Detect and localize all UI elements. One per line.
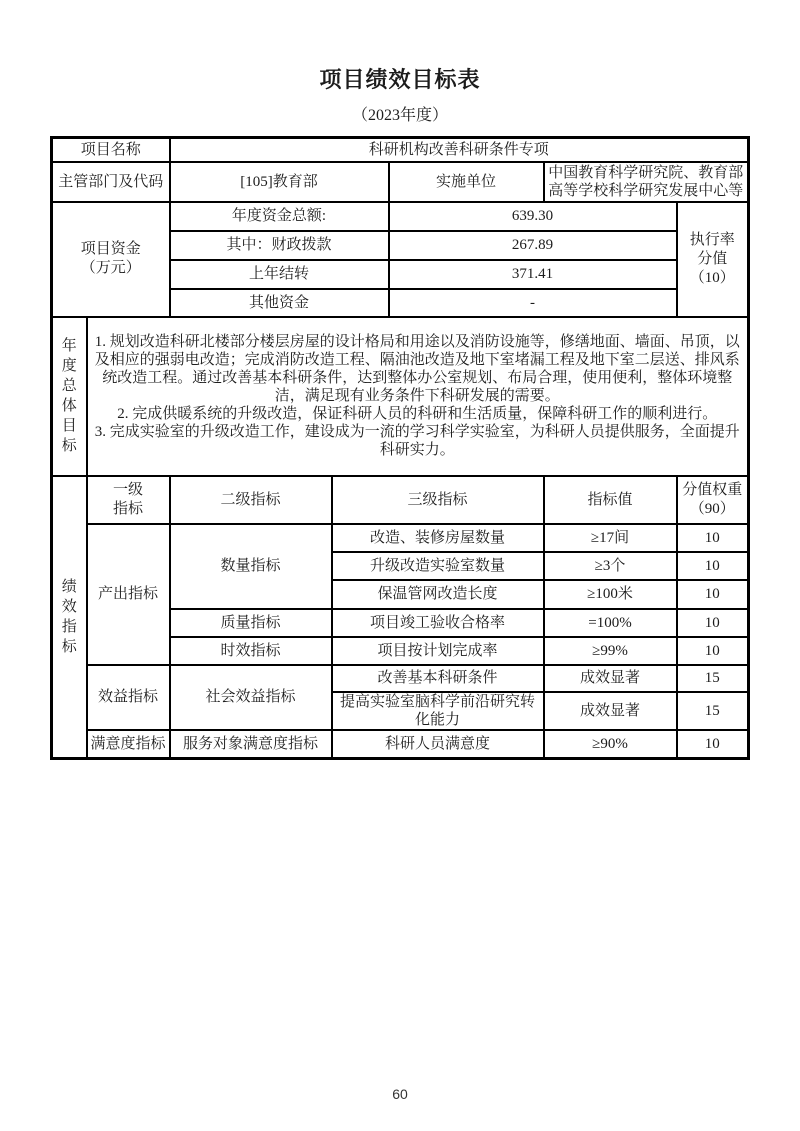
annual-goal-label-cell [52,317,87,476]
level2-cell: 质量指标 [170,609,332,637]
value-header-cell: 指标值 [544,476,677,524]
page-subtitle: （2023年度） [351,107,448,124]
funding-section-label-cell [52,202,170,317]
table-row [52,730,749,759]
annual-goal-text-cell [87,317,749,476]
dept-value-cell: [105]教育部 [170,162,389,202]
weight-header-line2: （90） [689,500,735,517]
funding-row-value: - [389,289,677,317]
level3-cell: 升级改造实验室数量 [332,552,544,580]
funding-row-value: 639.30 [389,202,677,231]
funding-row-value: 371.41 [389,260,677,289]
funding-row-label: 其他资金 [170,289,389,317]
level3-cell: 提高实验室脑科学前沿研究转化能力 [332,692,544,730]
weight-cell: 15 [677,665,749,692]
level1-header-cell [87,476,170,524]
level1-header-line1: 一级 [113,481,144,498]
funding-section-label-line1: 项目资金 [80,241,141,257]
annual-goal-vertical-label: 年度总体目标 [61,338,77,454]
level1-header-line2: 指标 [113,500,144,517]
level3-cell: 项目竣工验收合格率 [332,609,544,637]
weight-header-line1: 分值权重 [682,481,743,498]
level3-cell: 保温管网改造长度 [332,580,544,609]
value-cell: 成效显著 [544,692,677,730]
level2-cell: 时效指标 [170,637,332,665]
level2-header-cell: 二级指标 [170,476,332,524]
impl-unit-label-cell: 实施单位 [389,162,544,202]
weight-cell: 10 [677,637,749,665]
impl-unit-value-cell: 中国教育科学研究院、教育部高等学校科学研究发展中心等 [544,162,749,202]
project-name-cell: 科研机构改善科研条件专项 [170,138,749,162]
level1-cell: 满意度指标 [87,730,170,759]
table-row [52,665,749,692]
funding-section-label-line2: （万元） [80,260,141,276]
page-title: 项目绩效目标表 [319,67,481,92]
level2-cell: 数量指标 [170,524,332,609]
weight-cell: 10 [677,552,749,580]
table-row [52,524,749,552]
weight-cell: 15 [677,692,749,730]
value-cell: 成效显著 [544,665,677,692]
goal-item-2: 2. 完成供暖系统的升级改造，保证科研人员的科研和生活质量，保障科研工作的顺利进行。 [117,406,718,422]
level3-header-cell: 三级指标 [332,476,544,524]
value-cell: ≥17间 [544,524,677,552]
value-cell: ≥100米 [544,580,677,609]
value-cell: =100% [544,609,677,637]
level2-cell: 社会效益指标 [170,665,332,730]
level3-cell: 改善基本科研条件 [332,665,544,692]
dept-label-cell: 主管部门及代码 [52,162,170,202]
funding-row-label: 上年结转 [170,260,389,289]
weight-cell: 10 [677,580,749,609]
level1-cell: 效益指标 [87,665,170,730]
goal-item-1: 1. 规划改造科研北楼部分楼层房屋的设计格局和用途以及消防设施等，修缮地面、墙面、吊顶，以及相应的强弱电改造；完成消防改造工程、隔油池改造及地下室堵漏工程及地下室二层送、排风系统改造工程。通过改善基本科研条件，达到整体办公室规划、布局合理，使用便利，整体环境整洁，满足现有业务条件下科研发展的需要。 [94,334,740,404]
value-cell: ≥90% [544,730,677,759]
level3-cell: 项目按计划完成率 [332,637,544,665]
execution-rate-cell [677,202,749,317]
weight-cell: 10 [677,730,749,759]
level3-cell: 改造、装修房屋数量 [332,524,544,552]
funding-row-value: 267.89 [389,231,677,260]
execution-rate-line1: 执行率 [689,231,735,248]
weight-cell: 10 [677,524,749,552]
funding-row-label: 其中：财政拨款 [170,231,389,260]
performance-target-table [50,136,750,760]
value-cell: ≥3个 [544,552,677,580]
indicators-label-cell [52,476,87,759]
level3-cell: 科研人员满意度 [332,730,544,759]
execution-rate-line2: 分值 [697,250,728,267]
level1-cell: 产出指标 [87,524,170,665]
goal-item-3: 3. 完成实验室的升级改造工作，建设成为一流的学习科学实验室，为科研人员提供服务，全面提升科研实力。 [94,424,740,458]
page-number: 60 [392,1086,408,1102]
weight-header-cell [677,476,749,524]
project-name-label-cell: 项目名称 [52,138,170,162]
execution-rate-line3: （10） [689,269,735,286]
weight-cell: 10 [677,609,749,637]
value-cell: ≥99% [544,637,677,665]
indicators-vertical-label: 绩效指标 [61,578,77,655]
funding-row-label: 年度资金总额: [170,202,389,231]
level2-cell: 服务对象满意度指标 [170,730,332,759]
